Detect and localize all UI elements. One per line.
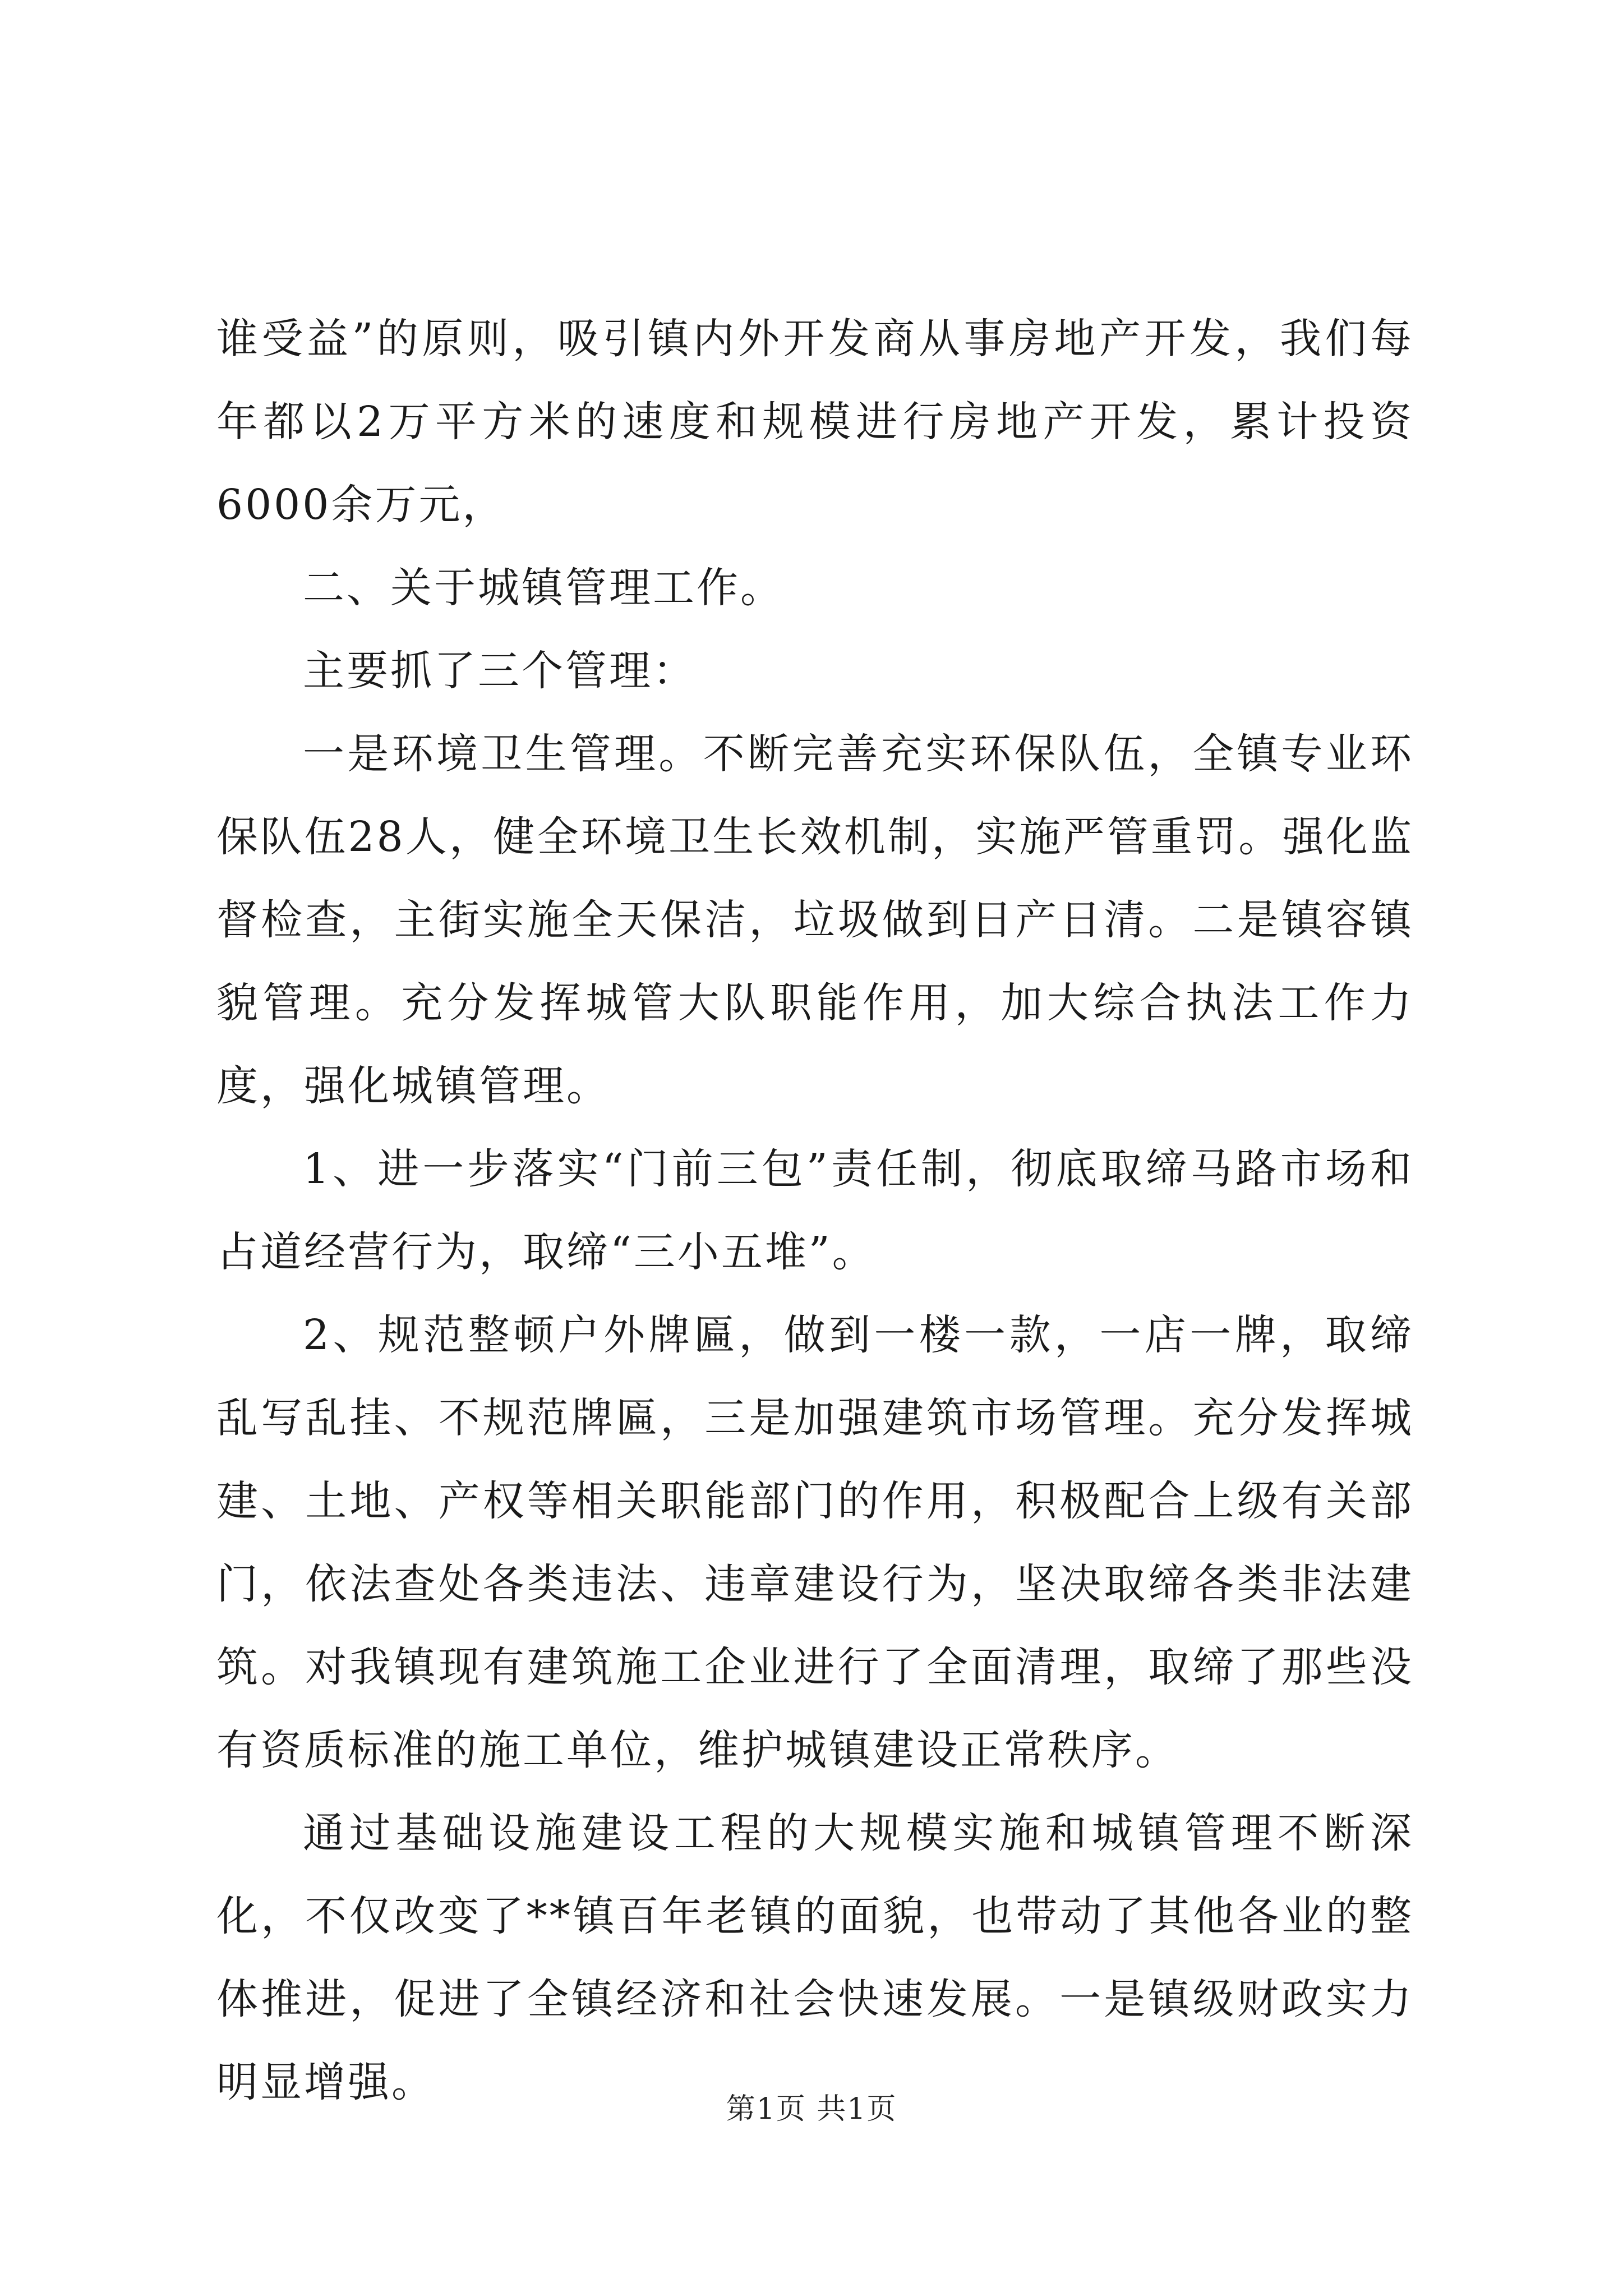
- section-heading-urban-management: 二、关于城镇管理工作。: [303, 564, 784, 612]
- paragraph-continuation: 谁受益”的原则，吸引镇内外开发商从事房地产开发，我们每年都以2万平方米的速度和规模进行房地产开发，累计投资6000余万元，: [216, 315, 1414, 529]
- paragraph-summary: 通过基础设施建设工程的大规模实施和城镇管理不断深化，不仅改变了**镇百年老镇的面貌，也带动了其他各业的整体推进，促进了全镇经济和社会快速发展。一是镇级财政实力明显增强。: [216, 1809, 1414, 2106]
- list-item-1: 1、进一步落实“门前三包”责任制，彻底取缔马路市场和占道经营行为，取缔“三小五堆”。: [216, 1145, 1414, 1276]
- document-body: [216, 297, 1414, 2124]
- paragraph-three-managements: 主要抓了三个管理：: [303, 647, 697, 695]
- page-number-footer: 第1页 共1页: [726, 2092, 897, 2126]
- paragraph-environment-management: 一是环境卫生管理。不断完善充实环保队伍，全镇专业环保队伍28人，健全环境卫生长效机制，实施严管重罚。强化监督检查，主街实施全天保洁，垃圾做到日产日清。二是镇容镇貌管理。充分发挥城管大队职能作用，加大综合执法工作力度，强化城镇管理。: [216, 730, 1414, 1110]
- list-item-2: 2、规范整顿户外牌匾，做到一楼一款，一店一牌，取缔乱写乱挂、不规范牌匾，三是加强建筑市场管理。充分发挥城建、土地、产权等相关职能部门的作用，积极配合上级有关部门，依法查处各类违法、违章建设行为，坚决取缔各类非法建筑。对我镇现有建筑施工企业进行了全面清理，取缔了那些没有资质标准的施工单位，维护城镇建设正常秩序。: [216, 1311, 1414, 1774]
